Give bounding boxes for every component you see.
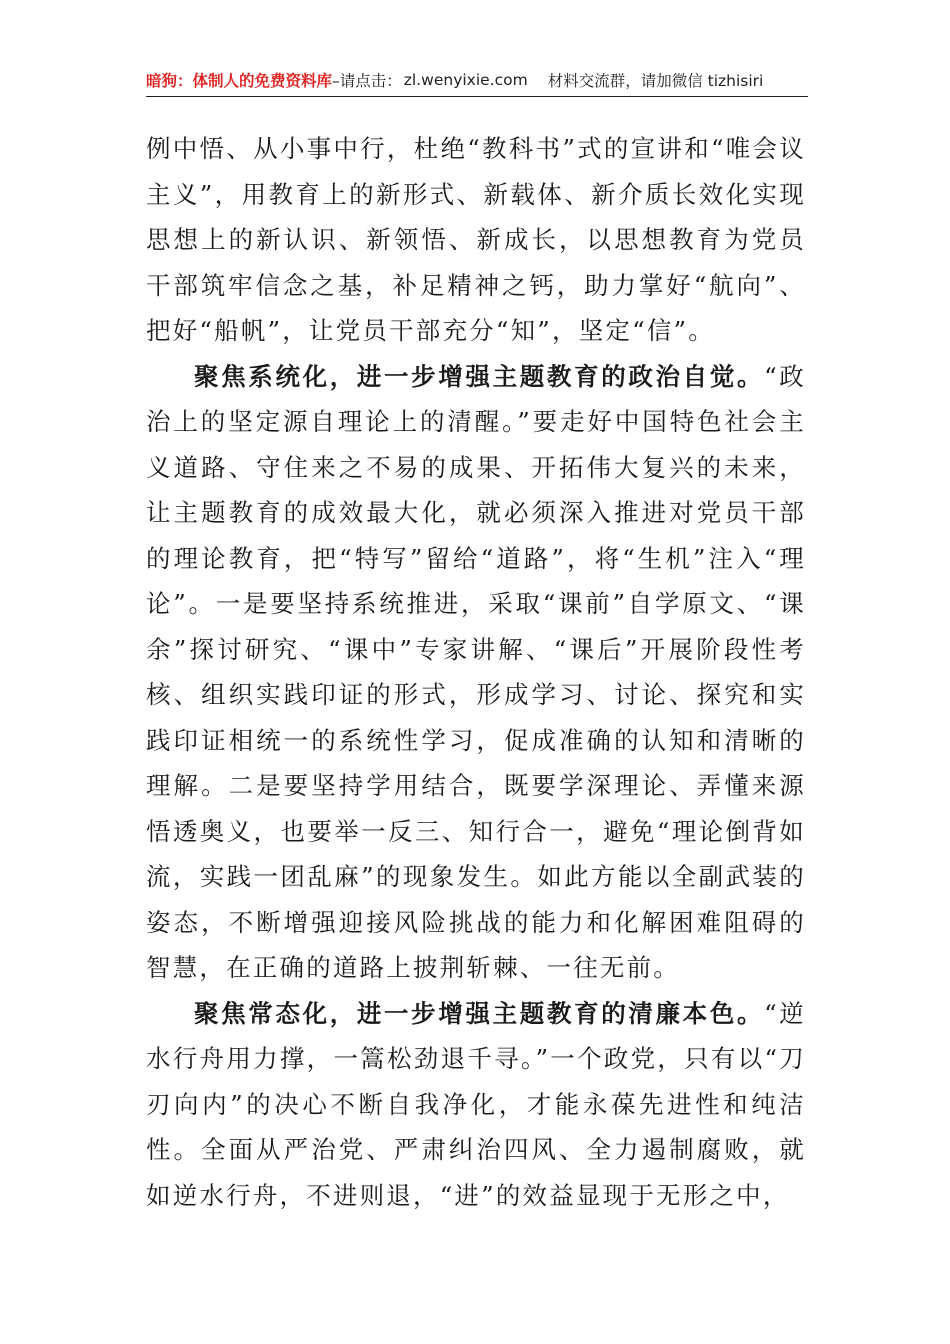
document-body <box>146 126 806 1218</box>
header-prompt: –请点击： <box>332 72 402 90</box>
header-wechat-note: 材料交流群，请加微信 tizhisiri <box>547 72 764 90</box>
paragraph-normalization <box>146 991 806 1219</box>
paragraph-heading: 聚焦系统化，进一步增强主题教育的政治自觉。 <box>194 361 765 391</box>
header-divider <box>146 96 808 97</box>
header-url-link[interactable]: zl.wenyixie.com <box>403 71 528 89</box>
paragraph-systematization <box>146 354 806 991</box>
paragraph-heading: 聚焦常态化，进一步增强主题教育的清廉本色。 <box>194 998 765 1028</box>
paragraph-text: “逆水行舟用力撑，一篙松劲退千寻。”一个政党，只有以“刀刃向内”的决心不断自我净化，才能永葆先进性和纯洁性。全面从严治党、严肃纠治四风、全力遏制腐败，就如逆水行舟，不进则退，“进”的效益显现于无形之中， <box>146 998 806 1210</box>
page-header <box>146 66 808 94</box>
paragraph-text: “政治上的坚定源自理论上的清醒。”要走好中国特色社会主义道路、守住来之不易的成果、开拓伟大复兴的未来，让主题教育的成效最大化，就必须深入推进对党员干部的理论教育，把“特写”留给“道路”，将“生机”注入“理论”。一是要坚持系统推进，采取“课前”自学原文、“课余”探讨研究、“课中”专家讲解、“课后”开展阶段性考核、组织实践印证的形式，形成学习、讨论、探究和实践印证相统一的系统性学习，促成准确的认知和清晰的理解。二是要坚持学用结合，既要学深理论、弄懂来源悟透奥义，也要举一反三、知行合一，避免“理论倒背如流，实践一团乱麻”的现象发生。如此方能以全副武装的姿态，不断增强迎接风险挑战的能力和化解困难阻碍的智慧，在正确的道路上披荆斩棘、一往无前。 <box>146 361 806 982</box>
paragraph-text: 例中悟、从小事中行，杜绝“教科书”式的宣讲和“唯会议主义”，用教育上的新形式、新载体、新介质长效化实现思想上的新认识、新领悟、新成长，以思想教育为党员干部筑牢信念之基，补足精神之钙，助力掌好“航向”、把好“船帆”，让党员干部充分“知”，坚定“信”。 <box>146 134 806 345</box>
paragraph-continuation <box>146 126 806 354</box>
header-brand: 暗狗：体制人的免费资料库 <box>146 72 333 90</box>
